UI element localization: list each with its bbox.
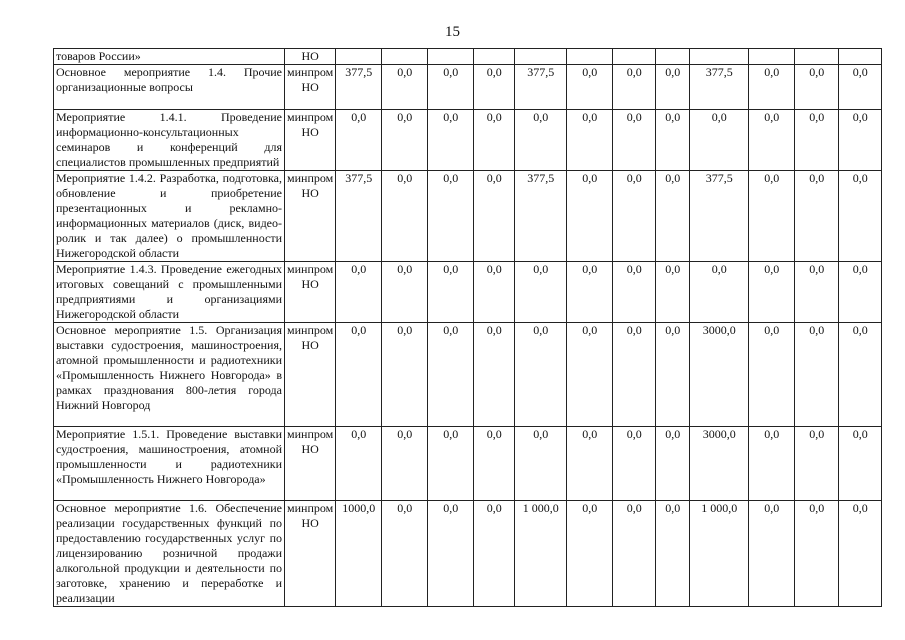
value-cell (336, 49, 382, 65)
activity-description: товаров России» (54, 49, 285, 65)
value-cell: 0,0 (656, 427, 690, 501)
value-cell: 0,0 (749, 262, 795, 323)
executor-cell: минпром НО (285, 262, 336, 323)
value-cell: 0,0 (795, 323, 839, 427)
value-cell: 0,0 (795, 171, 839, 262)
value-cell (749, 49, 795, 65)
value-cell: 0,0 (613, 110, 656, 171)
value-cell (382, 49, 428, 65)
value-cell: 0,0 (567, 65, 613, 110)
value-cell: 377,5 (690, 171, 749, 262)
value-cell: 0,0 (567, 501, 613, 607)
value-cell: 0,0 (839, 427, 882, 501)
value-cell: 0,0 (795, 65, 839, 110)
value-cell: 0,0 (474, 65, 515, 110)
activity-description: Основное мероприятие 1.5. Организация выставки судостроения, машиностроения, атомной промышленности и радиотехники «Промышленность Нижнего Новгорода» в рамках празднования 800-летия города Нижний Новгород (54, 323, 285, 427)
table-row (54, 501, 882, 607)
value-cell: 0,0 (613, 65, 656, 110)
value-cell: 0,0 (428, 110, 474, 171)
value-cell: 0,0 (428, 65, 474, 110)
value-cell: 0,0 (749, 427, 795, 501)
table-row (54, 427, 882, 501)
value-cell: 0,0 (428, 427, 474, 501)
value-cell: 0,0 (428, 501, 474, 607)
executor-cell: минпром НО (285, 323, 336, 427)
value-cell: 0,0 (656, 501, 690, 607)
value-cell: 0,0 (474, 262, 515, 323)
value-cell: 0,0 (567, 110, 613, 171)
value-cell: 0,0 (567, 323, 613, 427)
activity-description: Основное мероприятие 1.6. Обеспечение реализации государственных функций по предоставлению государственных услуг по лицензированию розничной продажи алкогольной продукции и деятельности по заготовке, хранению и переработке и реализации (54, 501, 285, 607)
value-cell: 0,0 (382, 65, 428, 110)
value-cell: 0,0 (515, 110, 567, 171)
value-cell: 0,0 (336, 427, 382, 501)
value-cell: 1 000,0 (515, 501, 567, 607)
value-cell: 0,0 (749, 110, 795, 171)
value-cell: 0,0 (690, 110, 749, 171)
value-cell: 0,0 (839, 262, 882, 323)
value-cell: 0,0 (749, 323, 795, 427)
value-cell: 0,0 (382, 501, 428, 607)
value-cell: 0,0 (656, 110, 690, 171)
table-body (54, 49, 882, 607)
value-cell: 0,0 (336, 110, 382, 171)
value-cell: 0,0 (690, 262, 749, 323)
value-cell: 0,0 (613, 427, 656, 501)
value-cell: 0,0 (474, 427, 515, 501)
value-cell (690, 49, 749, 65)
value-cell: 0,0 (795, 262, 839, 323)
page-number: 15 (445, 24, 460, 40)
value-cell: 0,0 (382, 262, 428, 323)
value-cell: 0,0 (382, 427, 428, 501)
value-cell: 0,0 (795, 501, 839, 607)
value-cell: 0,0 (382, 323, 428, 427)
value-cell: 0,0 (382, 171, 428, 262)
value-cell (795, 49, 839, 65)
executor-cell: минпром НО (285, 110, 336, 171)
value-cell: 0,0 (567, 427, 613, 501)
activity-description: Мероприятие 1.5.1. Проведение выставки судостроения, машиностроения, атомной промышленности и радиотехники «Промышленность Нижнего Новгорода» (54, 427, 285, 501)
value-cell: 0,0 (749, 501, 795, 607)
value-cell: 0,0 (839, 323, 882, 427)
value-cell (515, 49, 567, 65)
value-cell: 0,0 (474, 323, 515, 427)
value-cell: 377,5 (515, 171, 567, 262)
executor-cell: минпром НО (285, 427, 336, 501)
table-row (54, 65, 882, 110)
value-cell (613, 49, 656, 65)
value-cell: 1 000,0 (690, 501, 749, 607)
value-cell: 0,0 (428, 171, 474, 262)
value-cell: 0,0 (839, 110, 882, 171)
value-cell: 0,0 (839, 171, 882, 262)
value-cell (474, 49, 515, 65)
value-cell: 377,5 (336, 65, 382, 110)
value-cell: 0,0 (515, 262, 567, 323)
value-cell: 0,0 (656, 262, 690, 323)
value-cell: 0,0 (795, 110, 839, 171)
table-row (54, 323, 882, 427)
value-cell: 3000,0 (690, 323, 749, 427)
value-cell: 0,0 (567, 171, 613, 262)
table-row (54, 171, 882, 262)
value-cell: 0,0 (474, 501, 515, 607)
value-cell: 0,0 (567, 262, 613, 323)
value-cell (567, 49, 613, 65)
value-cell: 377,5 (515, 65, 567, 110)
value-cell: 0,0 (515, 323, 567, 427)
value-cell: 3000,0 (690, 427, 749, 501)
executor-cell: минпром НО (285, 65, 336, 110)
executor-cell: минпром НО (285, 501, 336, 607)
value-cell: 0,0 (428, 262, 474, 323)
table-row (54, 49, 882, 65)
value-cell (428, 49, 474, 65)
value-cell (839, 49, 882, 65)
activity-description: Мероприятие 1.4.2. Разработка, подготовка, обновление и приобретение презентационных и рекламно-информационных материалов (диск, видео-ролик и так далее) о промышленности Нижегородской области (54, 171, 285, 262)
value-cell: 0,0 (474, 171, 515, 262)
budget-table (53, 48, 882, 607)
value-cell: 377,5 (690, 65, 749, 110)
value-cell: 0,0 (613, 501, 656, 607)
value-cell: 0,0 (839, 501, 882, 607)
activity-description: Основное мероприятие 1.4. Прочие организационные вопросы (54, 65, 285, 110)
value-cell: 0,0 (749, 65, 795, 110)
value-cell: 0,0 (428, 323, 474, 427)
value-cell: 0,0 (474, 110, 515, 171)
executor-cell: минпром НО (285, 171, 336, 262)
value-cell: 0,0 (656, 171, 690, 262)
value-cell: 0,0 (613, 323, 656, 427)
value-cell: 0,0 (336, 262, 382, 323)
value-cell (656, 49, 690, 65)
value-cell: 0,0 (382, 110, 428, 171)
table-row (54, 262, 882, 323)
value-cell: 1000,0 (336, 501, 382, 607)
activity-description: Мероприятие 1.4.3. Проведение ежегодных итоговых совещаний с промышленными предприятиями и организациями Нижегородской области (54, 262, 285, 323)
value-cell: 0,0 (613, 262, 656, 323)
value-cell: 0,0 (515, 427, 567, 501)
value-cell: 0,0 (839, 65, 882, 110)
table-row (54, 110, 882, 171)
executor-cell: НО (285, 49, 336, 65)
value-cell: 0,0 (613, 171, 656, 262)
value-cell: 0,0 (336, 323, 382, 427)
value-cell: 377,5 (336, 171, 382, 262)
value-cell: 0,0 (656, 65, 690, 110)
value-cell: 0,0 (795, 427, 839, 501)
value-cell: 0,0 (656, 323, 690, 427)
activity-description: Мероприятие 1.4.1. Проведение информационно-консультационных семинаров и конференций для специалистов промышленных предприятий (54, 110, 285, 171)
value-cell: 0,0 (749, 171, 795, 262)
